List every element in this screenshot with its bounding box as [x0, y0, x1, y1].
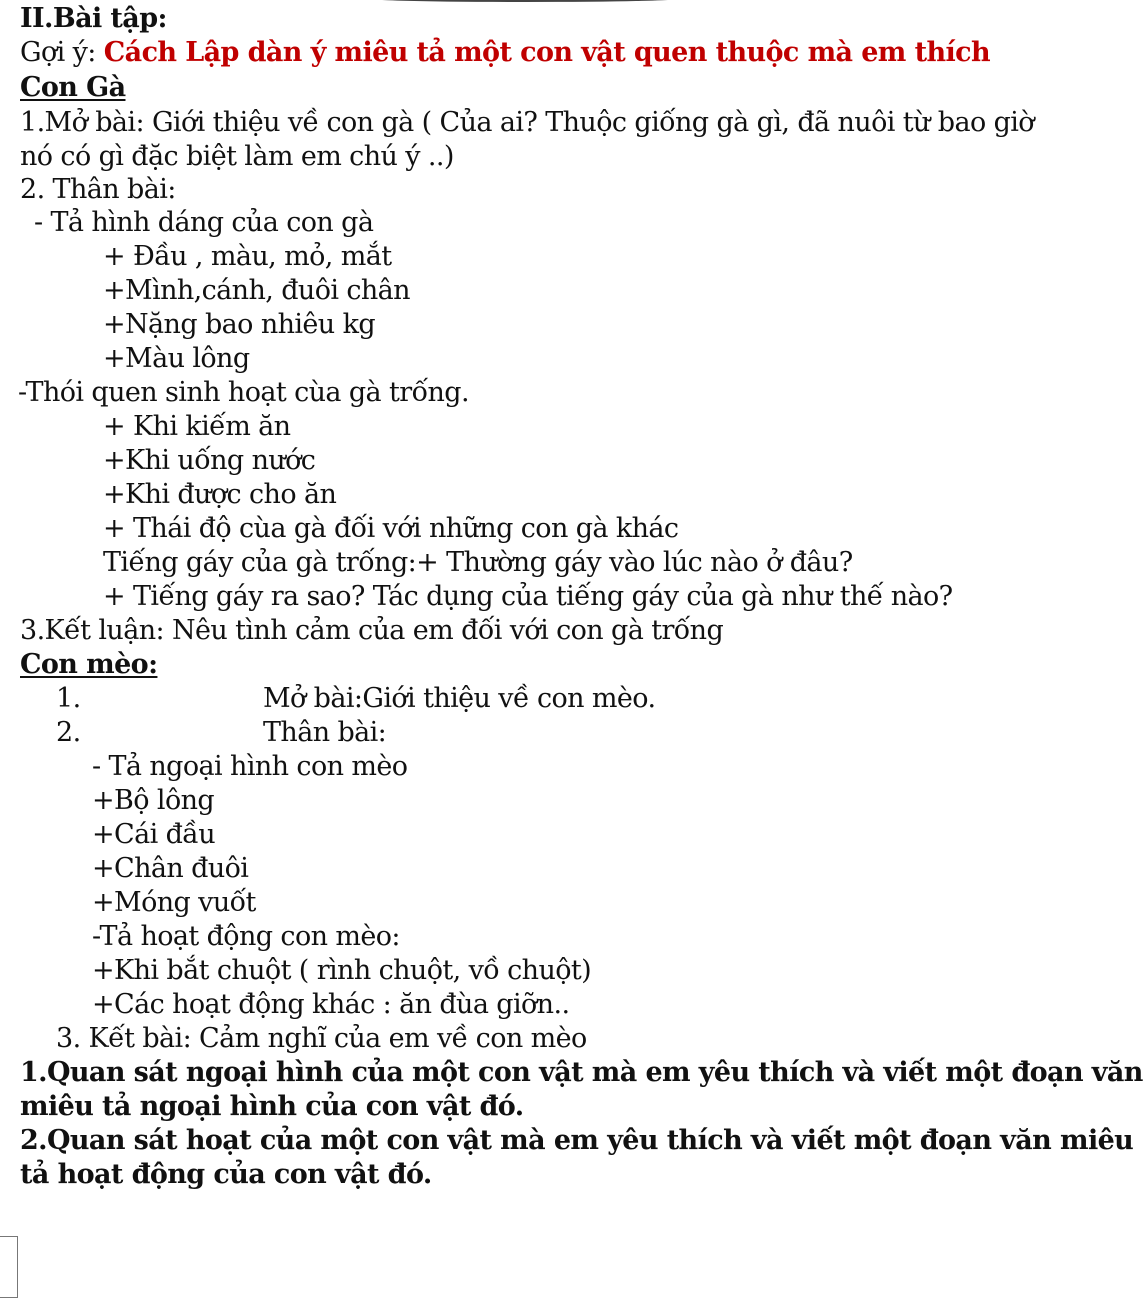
cat-activity-detail: +Các hoạt động khác : ăn đùa giỡn..	[92, 989, 570, 1020]
chicken-crow-line1: Tiếng gáy của gà trống:+ Thường gáy vào lúc nào ở đâu?	[103, 547, 853, 578]
cat-activity-detail: +Khi bắt chuột ( rình chuột, vồ chuột)	[92, 955, 592, 986]
cat-activity-heading: -Tả hoạt động con mèo:	[92, 921, 400, 952]
exercise-2-line2: tả hoạt động của con vật đó.	[20, 1159, 432, 1190]
chicken-intro-line1: 1.Mở bài: Giới thiệu về con gà ( Của ai? Thuộc giống gà gì, đã nuôi từ bao giờ	[20, 107, 1034, 138]
chicken-habit-detail: +Khi uống nước	[103, 445, 316, 476]
chicken-intro-line2: nó có gì đặc biệt làm em chú ý ..)	[20, 141, 454, 172]
chicken-habits-heading: -Thói quen sinh hoạt cùa gà trống.	[18, 377, 469, 408]
chicken-shape-item: - Tả hình dáng của con gà	[34, 207, 374, 238]
hint-title: Cách Lập dàn ý miêu tả một con vật quen thuộc mà em thích	[103, 37, 991, 68]
cat-conclusion: 3. Kết bài: Cảm nghĩ của em về con mèo	[56, 1023, 587, 1054]
cropped-text-fragment	[360, 0, 690, 2]
chicken-crow-line2: + Tiếng gáy ra sao? Tác dụng của tiếng gáy của gà như thế nào?	[103, 581, 953, 612]
cat-appearance-heading: - Tả ngoại hình con mèo	[92, 751, 408, 782]
cat-appearance-detail: +Bộ lông	[92, 785, 215, 816]
cat-appearance-detail: +Cái đầu	[92, 819, 216, 850]
hint-line	[20, 36, 990, 70]
cat-appearance-detail: +Chân đuôi	[92, 853, 249, 884]
cat-item1-text: Mở bài:Giới thiệu về con mèo.	[263, 683, 656, 714]
section-title: II.Bài tập:	[20, 3, 167, 34]
chicken-habit-detail: + Thái độ cùa gà đối với những con gà khác	[103, 513, 679, 544]
cat-item1-number: 1.	[56, 683, 81, 714]
exercise-1-line1: 1.Quan sát ngoại hình của một con vật mà em yêu thích và viết một đoạn văn	[20, 1057, 1143, 1088]
chicken-shape-detail: + Đầu , màu, mỏ, mắt	[103, 241, 392, 272]
cat-heading: Con mèo:	[20, 649, 158, 680]
page-edge-box	[0, 1236, 18, 1298]
chicken-shape-detail: +Mình,cánh, đuôi chân	[103, 275, 410, 306]
exercise-2-line1: 2.Quan sát hoạt của một con vật mà em yêu thích và viết một đoạn văn miêu	[20, 1125, 1134, 1156]
chicken-shape-detail: +Màu lông	[103, 343, 250, 374]
cat-item2-number: 2.	[56, 717, 81, 748]
hint-prefix: Gợi ý:	[20, 37, 104, 68]
cat-item2-text: Thân bài:	[263, 717, 387, 748]
chicken-habit-detail: + Khi kiếm ăn	[103, 411, 291, 442]
chicken-conclusion: 3.Kết luận: Nêu tình cảm của em đối với con gà trống	[20, 615, 724, 646]
chicken-shape-detail: +Nặng bao nhiêu kg	[103, 309, 376, 340]
chicken-heading: Con Gà	[20, 72, 126, 103]
exercise-1-line2: miêu tả ngoại hình của con vật đó.	[20, 1091, 524, 1122]
chicken-body-heading: 2. Thân bài:	[20, 174, 176, 205]
cat-appearance-detail: +Móng vuốt	[92, 887, 256, 918]
chicken-habit-detail: +Khi được cho ăn	[103, 479, 337, 510]
